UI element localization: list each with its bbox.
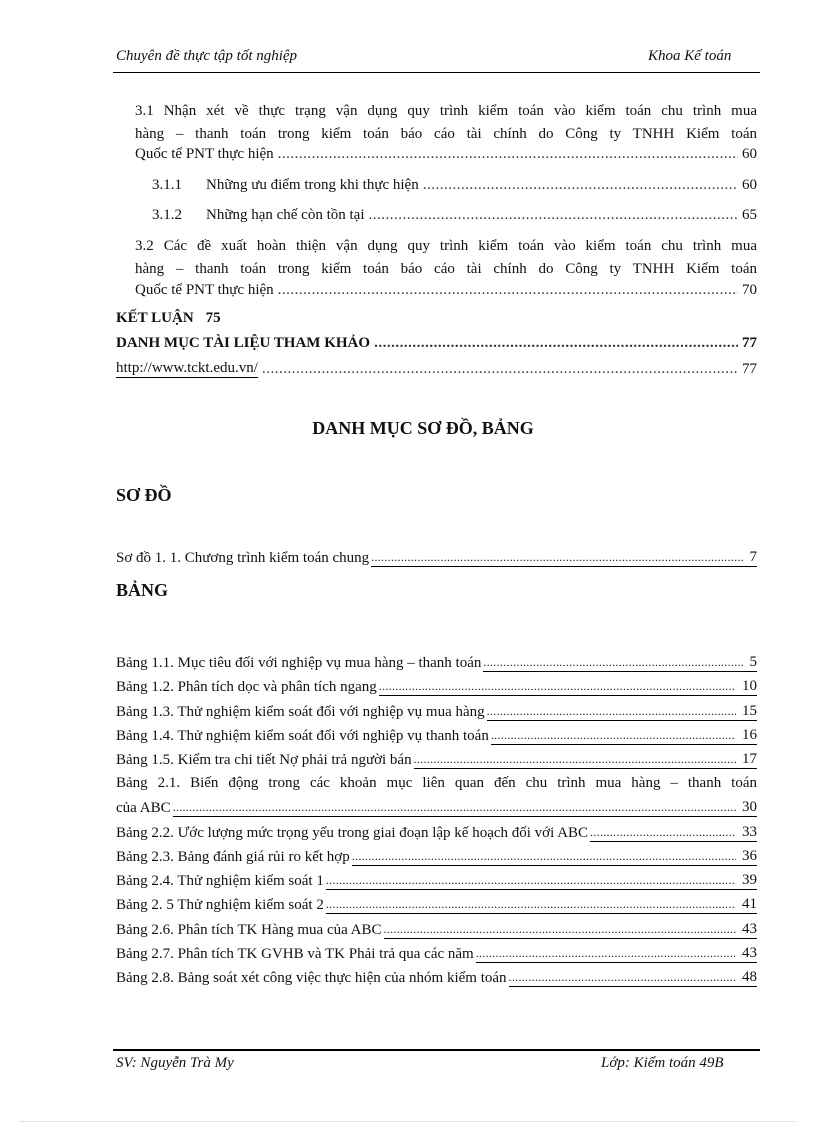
toc-3-2-line2: hàng – thanh toán trong kiểm toán báo cáo tài chính do Công ty TNHH Kiểm toán [135,261,757,277]
toc-leader [509,970,736,987]
header-left: Chuyên đề thực tập tốt nghiệp [116,48,298,64]
table-label: Bảng 2.3. Bảng đánh giá rủi ro kết hợp [116,849,350,865]
diagrams-heading: SƠ ĐỒ [116,485,172,505]
table-page: 48 [736,969,757,987]
diagram-page: 7 [744,549,758,567]
footer-right: Lớp: Kiểm toán 49B [601,1055,724,1071]
table-item[interactable] [116,945,757,963]
table-label: của ABC [116,800,171,816]
toc-item-3-1-1[interactable] [152,177,757,194]
toc-page-number: 77 [742,335,757,351]
table-label: Bảng 2.6. Phân tích TK Hàng mua của ABC [116,922,382,938]
toc-page-number: 70 [742,282,757,298]
toc-leader [278,146,738,163]
table-page: 10 [736,678,757,696]
toc-3-1-line3[interactable] [135,146,757,163]
toc-leader [379,679,736,696]
toc-item-3-1-2[interactable] [152,207,757,224]
table-page: 15 [736,703,757,721]
toc-number: 3.1.1 [152,177,182,193]
toc-leader [384,922,736,939]
table-page: 41 [736,896,757,914]
table-item[interactable] [116,654,757,672]
toc-label: Những ưu điểm trong khi thực hiện [206,177,419,193]
table-item[interactable] [116,703,757,721]
table-page: 43 [736,921,757,939]
table-page: 5 [744,654,758,672]
table-label: Bảng 2.2. Ước lượng mức trọng yếu trong giai đoạn lập kế hoạch đối với ABC [116,825,589,841]
table-item[interactable] [116,896,757,914]
table-label: Bảng 1.2. Phân tích dọc và phân tích ngang [116,679,377,695]
table-page: 36 [736,848,757,866]
table-item[interactable] [116,727,757,745]
toc-page-number: 60 [742,177,757,193]
website-link[interactable]: http://www.tckt.edu.vn/ [116,360,258,376]
diagram-label: Sơ đồ 1. 1. Chương trình kiểm toán chung [116,550,370,566]
toc-page-number: 77 [742,361,757,377]
table-label: Bảng 1.4. Thử nghiệm kiểm soát đối với nghiệp vụ thanh toán [116,728,489,744]
toc-leader [326,897,736,914]
toc-3-2-line3[interactable] [135,282,757,299]
toc-leader [491,728,736,745]
footer-left: SV: Nguyễn Trà My [116,1055,234,1071]
table-label: Bảng 2.4. Thử nghiệm kiểm soát 1 [116,873,324,889]
table-page: 43 [736,945,757,963]
toc-label: Những hạn chế còn tồn tại [206,207,365,223]
toc-leader [173,800,736,817]
table-item-2-1-line1: Bảng 2.1. Biến động trong các khoản mục liên quan đến chu trình mua hàng – thanh toán [116,775,757,791]
toc-conclusion[interactable] [116,310,221,327]
toc-leader [487,704,736,721]
toc-leader [352,849,736,866]
table-item[interactable] [116,848,757,866]
table-page: 17 [736,751,757,769]
table-item[interactable] [116,921,757,939]
toc-number: 3.1.2 [152,207,182,223]
header-rule [113,72,760,73]
table-item[interactable] [116,751,757,769]
toc-label: KẾT LUẬN [116,310,194,326]
toc-leader [476,946,736,963]
table-label: Bảng 2.8. Bảng soát xét công việc thực hiện của nhóm kiểm toán [116,970,507,986]
toc-leader [414,752,736,769]
table-label: Bảng 1.5. Kiểm tra chi tiết Nợ phải trả người bán [116,752,412,768]
table-page: 16 [736,727,757,745]
table-item[interactable] [116,678,757,696]
toc-3-2-line1: 3.2 Các đề xuất hoàn thiện vận dụng quy trình kiểm toán vào kiểm toán chu trình mua [135,238,757,254]
toc-leader [374,335,738,352]
footer-rule [113,1049,760,1051]
toc-page-number: 65 [742,207,757,223]
table-item[interactable] [116,872,757,890]
toc-3-1-line2: hàng – thanh toán trong kiểm toán báo cáo tài chính do Công ty TNHH Kiểm toán [135,126,757,142]
toc-leader [590,825,736,842]
toc-item-3-2[interactable] [135,235,757,281]
toc-leader [278,282,738,299]
toc-3-2-tail: Quốc tế PNT thực hiện [135,282,274,298]
table-page: 30 [736,799,757,817]
toc-3-1-tail: Quốc tế PNT thực hiện [135,146,274,162]
toc-leader [371,550,743,567]
toc-leader [262,361,738,378]
table-label: Bảng 1.1. Mục tiêu đối với nghiệp vụ mua hàng – thanh toán [116,655,482,671]
toc-3-1-line1: 3.1 Nhận xét về thực trạng vận dụng quy trình kiểm toán vào kiểm toán chu trình mua [135,103,757,119]
toc-leader [369,207,738,224]
table-page: 39 [736,872,757,890]
toc-page-number: 75 [205,310,221,326]
diagram-item[interactable] [116,549,757,567]
table-item[interactable] [116,969,757,987]
toc-page-number: 60 [742,146,757,162]
page-edge-divider [20,1121,796,1122]
table-label: Bảng 1.3. Thử nghiệm kiểm soát đối với nghiệp vụ mua hàng [116,704,485,720]
section-title: DANH MỤC SƠ ĐỒ, BẢNG [312,418,534,438]
toc-references[interactable] [116,335,757,352]
toc-leader [326,873,736,890]
table-label: Bảng 2.7. Phân tích TK GVHB và TK Phải trả qua các năm [116,946,474,962]
table-page: 33 [736,824,757,842]
toc-item-3-1[interactable] [135,100,757,146]
toc-leader [423,177,738,194]
toc-link[interactable] [116,360,757,378]
header-right: Khoa Kế toán [648,48,732,64]
table-item[interactable] [116,824,757,842]
tables-heading: BẢNG [116,580,169,600]
table-item[interactable] [116,799,757,817]
table-label: Bảng 2. 5 Thử nghiệm kiểm soát 2 [116,897,324,913]
toc-leader [483,655,743,672]
toc-label: DANH MỤC TÀI LIỆU THAM KHẢO [116,335,371,351]
